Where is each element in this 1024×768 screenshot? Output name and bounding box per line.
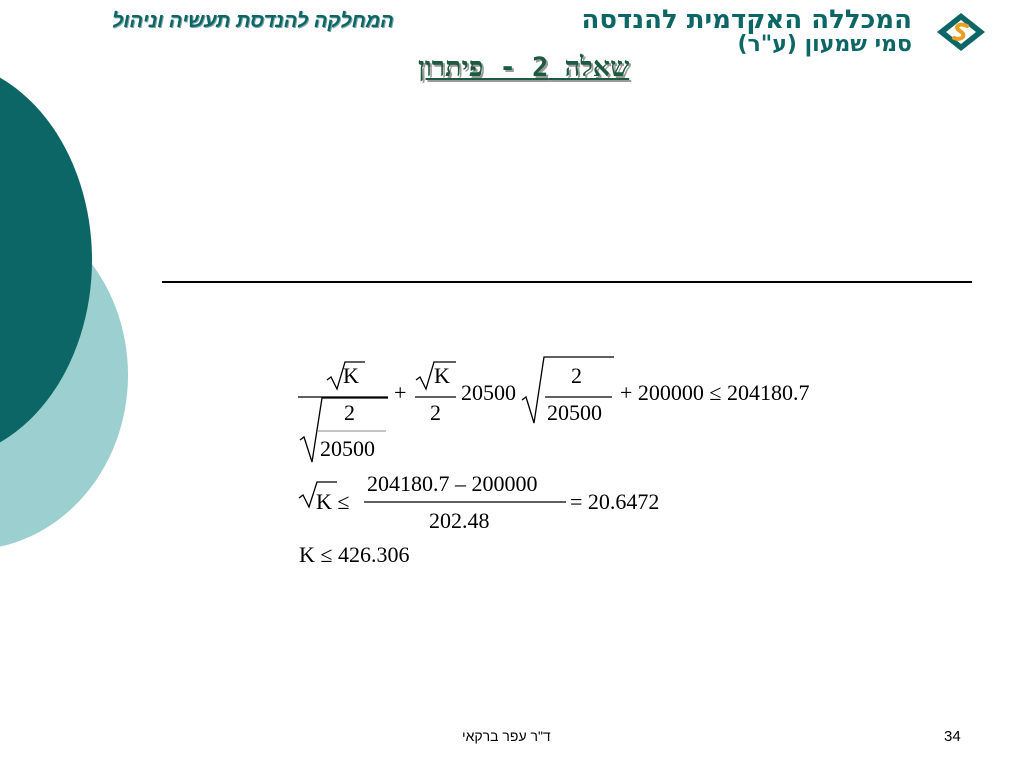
line2-rhs: = 20.6472 [570,489,660,514]
line2-lhs: K ≤ [316,489,350,514]
department-name: המחלקה להנדסת תעשיה וניהול [112,10,394,32]
line1-tail: + 200000 ≤ 204180.7 [620,380,810,405]
line2-frac-denominator: 202.48 [429,508,490,533]
equation-line-3: K ≤ 426.306 [299,542,410,567]
frac1-den-numerator: 2 [344,400,355,425]
page-number: 34 [944,728,961,745]
coefficient: 20500 [461,380,516,405]
slide-title: שאלה 2 - פיתרון [418,52,630,83]
plus-sign: + [394,380,407,405]
footer-author: ד"ר עפר ברקאי [462,728,551,744]
frac2-denominator: 2 [430,400,441,425]
frac2-numerator: K [434,363,450,388]
line2-frac-numerator: 204180.7 – 200000 [367,471,538,496]
frac1-den-denominator: 20500 [320,436,375,461]
college-subtitle: סמי שמעון (ע"ר) [737,32,912,57]
frac1-numerator: K [343,363,359,388]
equation-line-2 [299,471,659,533]
equation-line-1 [298,357,809,462]
college-name: המכללה האקדמית להנדסה [581,5,912,35]
sqrt-numerator: 2 [571,363,582,388]
sqrt-denominator: 20500 [547,400,602,425]
